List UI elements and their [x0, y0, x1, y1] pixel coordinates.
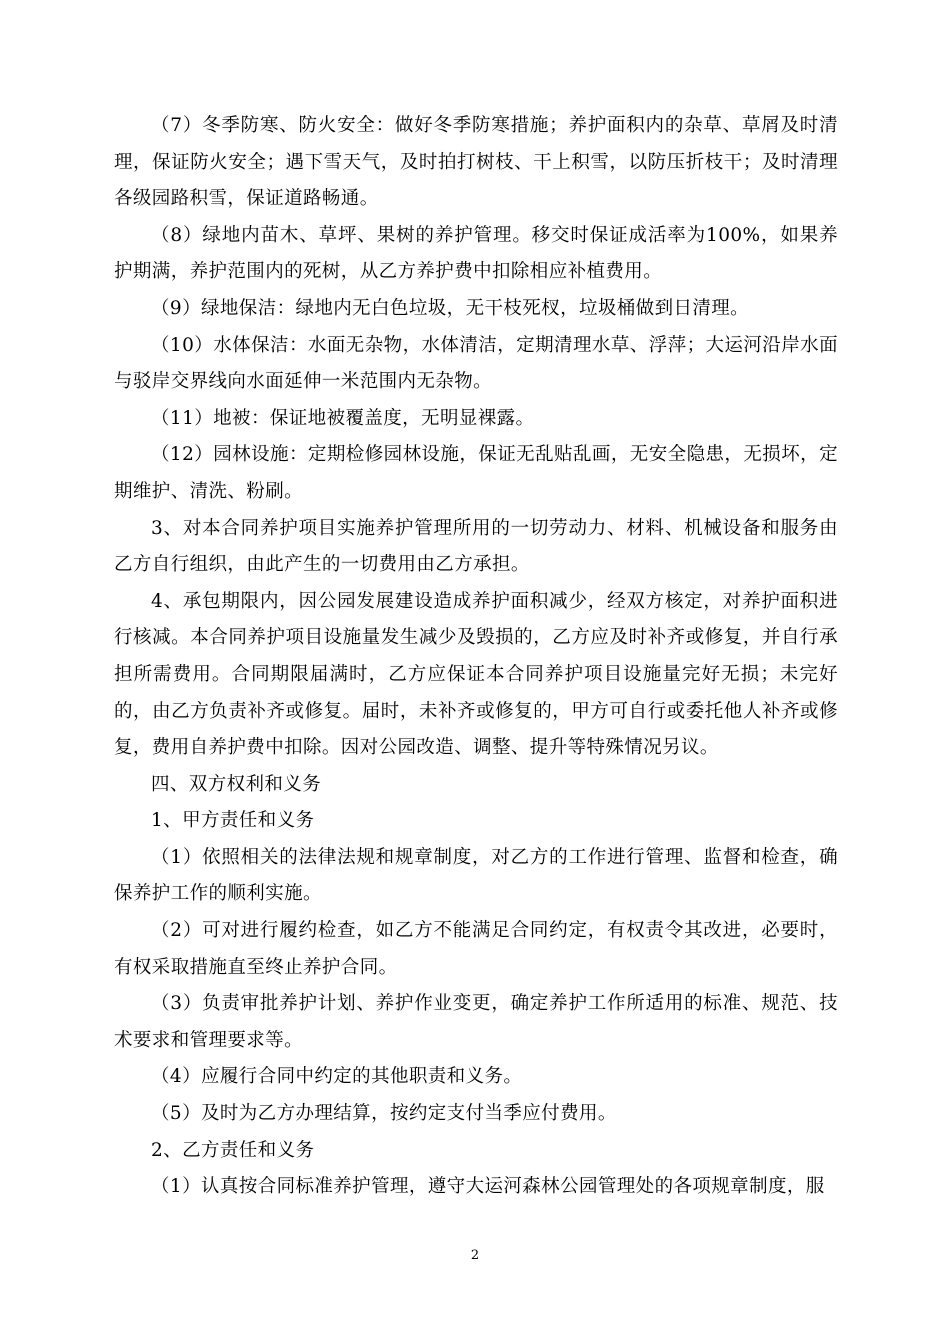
paragraph-party-a-item-4: （4）应履行合同中约定的其他职责和义务。 — [151, 1066, 523, 1088]
section-heading-rights-obligations: 四、双方权利和义务 — [151, 773, 322, 795]
paragraph-party-a-item-5: （5）及时为乙方办理结算，按约定支付当季应付费用。 — [151, 1103, 617, 1125]
subheading-party-a: 1、甲方责任和义务 — [151, 810, 315, 832]
paragraph-party-b-item-1: （1）认真按合同标准养护管理，遵守大运河森林公园管理处的各项规章制度，服 — [151, 1176, 825, 1198]
page-number: 2 — [470, 1248, 480, 1263]
paragraph-green-cleaning: （9）绿地保洁：绿地内无白色垃圾，无干枝死杈，垃圾桶做到日清理。 — [151, 297, 750, 319]
paragraph-labor-materials: 3、对本合同养护项目实施养护管理所用的一切劳动力、材料、机械设备和服务由乙方自行组织，由此产生的一切费用由乙方承担。 — [114, 517, 838, 576]
paragraph-party-a-item-3: （3）负责审批养护计划、养护作业变更，确定养护工作所适用的标准、规范、技术要求和管理要求等。 — [114, 993, 838, 1051]
paragraph-ground-cover: （11）地被：保证地被覆盖度，无明显裸露。 — [151, 407, 535, 429]
paragraph-contract-period: 4、承包期限内，因公园发展建设造成养护面积减少，经双方核定，对养护面积进行核减。本合同养护项目设施量发生减少及毁损的，乙方应及时补齐或修复，并自行承担所需费用。合同期限届满时，乙方应保证本合同养护项目设施量完好无损；未完好的，由乙方负责补齐或修复。届时，未补齐或修复的，甲方可自行或委托他人补齐或修复，费用自养护费中扣除。因对公园改造、调整、提升等特殊情况另议。 — [114, 590, 838, 759]
document-body — [114, 108, 838, 1206]
paragraph-seedling-maintenance: （8）绿地内苗木、草坪、果树的养护管理。移交时保证成活率为100%，如果养护期满，养护范围内的死树，从乙方养护费中扣除相应补植费用。 — [114, 224, 838, 283]
subheading-party-b: 2、乙方责任和义务 — [151, 1139, 315, 1161]
paragraph-party-a-item-2: （2）可对进行履约检查，如乙方不能满足合同约定，有权责令其改进，必要时，有权采取措施直至终止养护合同。 — [114, 920, 838, 978]
paragraph-winter-fire-safety: （7）冬季防寒、防火安全：做好冬季防寒措施；养护面积内的杂草、草屑及时清理，保证防火安全；遇下雪天气，及时拍打树枝、干上积雪，以防压折枝干；及时清理各级园路积雪，保证道路畅通。 — [114, 115, 838, 210]
paragraph-garden-facilities: （12）园林设施：定期检修园林设施，保证无乱贴乱画，无安全隐患，无损坏，定期维护、清洗、粉刷。 — [114, 444, 838, 502]
paragraph-water-cleaning: （10）水体保洁：水面无杂物，水体清洁，定期清理水草、浮萍；大运河沿岸水面与驳岸交界线向水面延伸一米范围内无杂物。 — [114, 334, 838, 393]
paragraph-party-a-item-1: （1）依照相关的法律法规和规章制度，对乙方的工作进行管理、监督和检查，确保养护工作的顺利实施。 — [114, 846, 838, 905]
